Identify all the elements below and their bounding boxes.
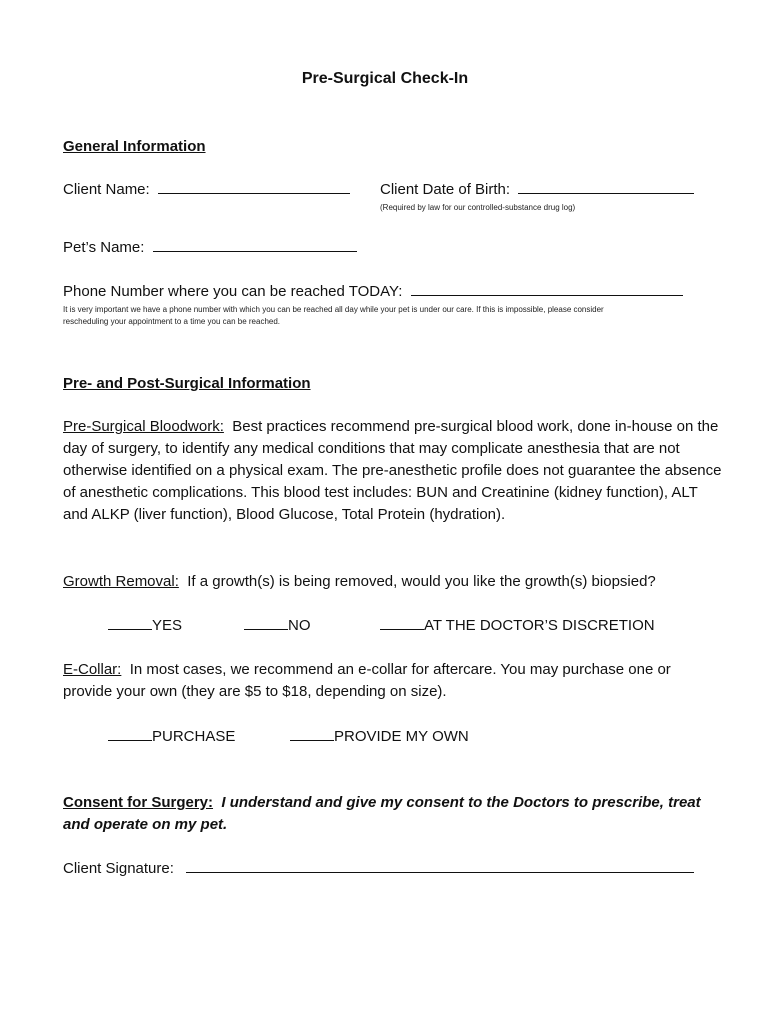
dob-label: Client Date of Birth:	[380, 181, 511, 198]
growth-label: Growth Removal:	[63, 573, 179, 590]
growth-option-discretion[interactable]	[380, 615, 655, 637]
bloodwork-text: Best practices recommend pre-surgical blood work, done in-house on the day of surgery, to identify any medical conditions that may complicate anesthesia that are not otherwise identified on a physical exam. The pre-anesthetic profile does not guarantee the absence of anesthetic complications. This blood test includes: BUN and Creatinine (kidney function), ALT and ALKP (liver function), Blood Glucose, Total Protein (hydration).	[63, 418, 722, 523]
consent-paragraph	[63, 792, 723, 836]
phone-note-line1: It is very important we have a phone number with which you can be reached all day while your pet is under our care. If this is impossible, please consider	[63, 305, 604, 314]
client-name-field[interactable]	[158, 179, 350, 194]
ecollar-option-own[interactable]	[290, 726, 469, 748]
growth-text: If a growth(s) is being removed, would you like the growth(s) biopsied?	[187, 573, 656, 590]
pet-name-row	[63, 237, 357, 259]
client-name-label: Client Name:	[63, 181, 150, 198]
ecollar-label: E-Collar:	[63, 661, 122, 678]
growth-yes-blank[interactable]	[108, 615, 152, 630]
page-title: Pre-Surgical Check-In	[301, 70, 469, 87]
signature-field[interactable]	[186, 858, 694, 873]
bloodwork-paragraph	[63, 416, 723, 526]
pet-name-field[interactable]	[153, 237, 357, 252]
phone-field[interactable]	[411, 281, 683, 296]
signature-row	[63, 858, 694, 880]
ecollar-purchase-blank[interactable]	[108, 726, 152, 741]
ecollar-option-purchase[interactable]	[108, 726, 235, 748]
phone-label: Phone Number where you can be reached TODAY:	[63, 283, 403, 300]
pet-name-label: Pet’s Name:	[63, 239, 145, 256]
consent-text: I understand and give my consent to the Doctors to prescribe, treat and operate on my pet.	[63, 794, 701, 833]
growth-discretion-label: AT THE DOCTOR’S DISCRETION	[424, 617, 655, 634]
ecollar-text: In most cases, we recommend an e-collar for aftercare. You may purchase one or provide your own (they are $5 to $18, depending on size).	[63, 661, 671, 700]
growth-no-label: NO	[288, 617, 311, 634]
dob-row	[380, 179, 694, 201]
surgical-info-heading: Pre- and Post-Surgical Information	[63, 375, 311, 392]
phone-row	[63, 281, 683, 303]
client-name-row	[63, 179, 350, 201]
growth-paragraph	[63, 571, 656, 593]
consent-label: Consent for Surgery:	[63, 794, 214, 811]
phone-note-line2: rescheduling your appointment to a time you can be reached.	[63, 317, 281, 326]
ecollar-own-label: PROVIDE MY OWN	[334, 728, 469, 745]
growth-discretion-blank[interactable]	[380, 615, 424, 630]
signature-label: Client Signature:	[63, 860, 174, 877]
growth-no-blank[interactable]	[244, 615, 288, 630]
growth-option-no[interactable]	[244, 615, 311, 637]
growth-option-yes[interactable]	[108, 615, 182, 637]
bloodwork-label: Pre-Surgical Bloodwork:	[63, 418, 224, 435]
ecollar-paragraph	[63, 659, 723, 703]
dob-note: (Required by law for our controlled-substance drug log)	[380, 203, 576, 212]
dob-field[interactable]	[518, 179, 694, 194]
growth-yes-label: YES	[152, 617, 183, 634]
general-info-heading: General Information	[63, 138, 206, 155]
ecollar-own-blank[interactable]	[290, 726, 334, 741]
ecollar-purchase-label: PURCHASE	[152, 728, 236, 745]
